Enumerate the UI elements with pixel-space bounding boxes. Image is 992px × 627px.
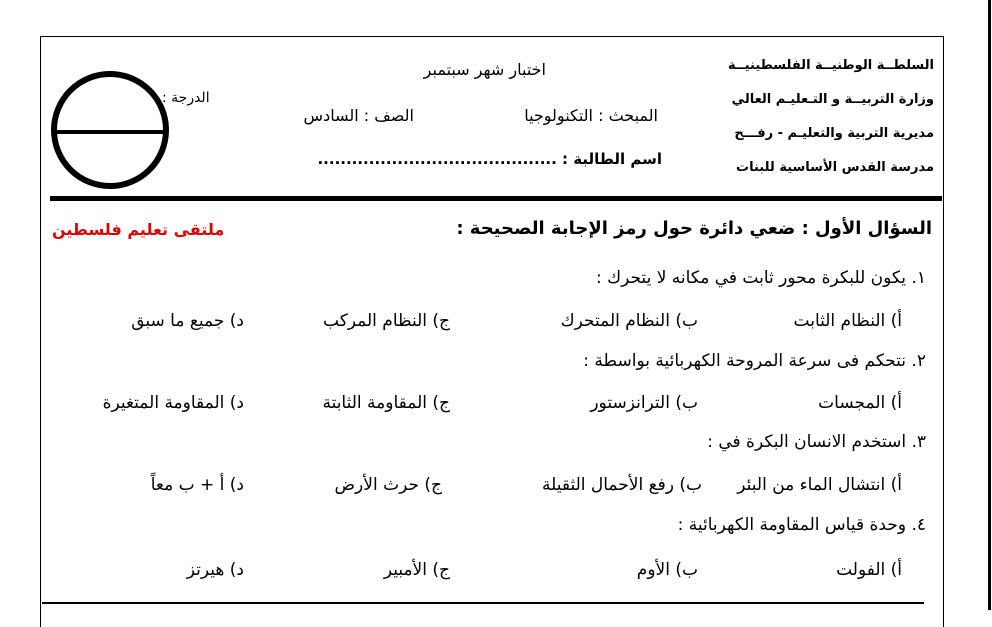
authority-name: السلطــة الوطنيــة الفلسطينيــة <box>727 58 934 73</box>
question-3-option-b: ب) رفع الأحمال الثقيلة <box>541 475 702 495</box>
question-1-stem: ١. يكون للبكرة محور ثابت في مكانه لا يتحرك : <box>595 268 926 288</box>
school-name: مدرسة القدس الأساسية للبنات <box>736 160 934 175</box>
question-4-stem: ٤. وحدة قياس المقاومة الكهربائية : <box>677 515 926 535</box>
score-label: الدرجة : <box>162 90 210 106</box>
question-1-option-c: ج) النظام المركب <box>323 311 450 331</box>
bottom-divider <box>42 602 924 604</box>
question-2-option-c: ج) المقاومة الثابتة <box>322 393 450 413</box>
question-4-option-b: ب) الأوم <box>636 560 698 580</box>
question-3-option-d: د) أ + ب معاً <box>150 475 244 495</box>
question-1-option-a: أ) النظام الثابت <box>793 311 902 331</box>
watermark-text: ملتقى تعليم فلسطين <box>52 220 225 239</box>
grade-level-label: الصف : السادس <box>303 106 414 125</box>
question-2-option-d: د) المقاومة المتغيرة <box>102 393 244 413</box>
question-3-stem: ٣. استخدم الانسان البكرة في : <box>707 432 926 452</box>
exam-title: اختبار شهر سبتمبر <box>423 60 546 79</box>
question-4-option-c: ج) الأمبير <box>383 560 450 580</box>
question-2-option-a: أ) المجسات <box>818 393 902 413</box>
question-2-option-b: ب) الترانزستور <box>590 393 698 413</box>
question-1-option-d: د) جميع ما سبق <box>131 311 244 331</box>
exam-frame <box>40 36 944 627</box>
question-2-stem: ٢. نتحكم فى سرعة المروحة الكهربائية بواسطة : <box>583 351 926 371</box>
score-circle-icon <box>50 70 170 190</box>
question-3-option-a: أ) انتشال الماء من البئر <box>737 475 902 495</box>
page-edge-line <box>988 0 991 610</box>
question-4-option-d: د) هيرتز <box>186 560 244 580</box>
subject-label: المبحث : التكنولوجيا <box>524 106 658 125</box>
question-1-option-b: ب) النظام المتحرك <box>560 311 698 331</box>
question-3-option-c: ج) حرث الأرض <box>334 475 442 495</box>
header-divider <box>50 196 942 201</box>
ministry-name: وزارة التربيــة و التـعليـم العالي <box>731 92 934 107</box>
question-title: السؤال الأول : ضعي دائرة حول رمز الإجابة الصحيحة : <box>456 218 932 239</box>
directorate-name: مديرية التربية والتعليـم - رفـــح <box>734 126 934 141</box>
question-4-option-a: أ) الفولت <box>836 560 902 580</box>
student-name-field: اسم الطالبة : .......................................... <box>317 150 662 168</box>
